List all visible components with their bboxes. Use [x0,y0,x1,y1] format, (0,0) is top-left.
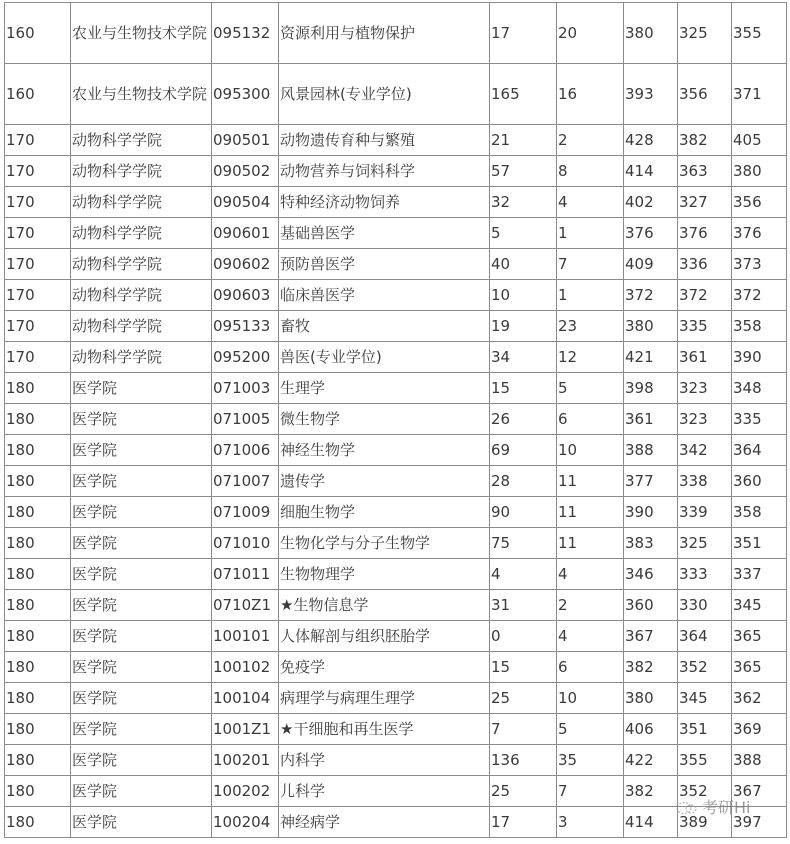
cell-col6: 4 [557,559,624,590]
cell-college: 医学院 [71,435,212,466]
table-row [5,497,787,528]
cell-avg-score: 364 [732,435,787,466]
cell-code-prefix: 170 [5,311,71,342]
cell-max-score: 360 [624,590,678,621]
cell-max-score: 380 [624,683,678,714]
cell-min-score: 345 [678,683,732,714]
cell-avg-score: 405 [732,125,787,156]
cell-col5: 69 [490,435,557,466]
cell-col6: 6 [557,652,624,683]
cell-col5: 28 [490,466,557,497]
cell-col5: 26 [490,404,557,435]
cell-major-name: 生理学 [279,373,490,404]
cell-college: 动物科学学院 [71,249,212,280]
cell-college: 动物科学学院 [71,342,212,373]
cell-major-name: 遗传学 [279,466,490,497]
cell-min-score: 351 [678,714,732,745]
cell-col6: 1 [557,280,624,311]
cell-college: 医学院 [71,497,212,528]
table-row [5,652,787,683]
cell-code-prefix: 170 [5,280,71,311]
cell-major-code: 100201 [212,745,279,776]
cell-college: 医学院 [71,590,212,621]
table-row [5,621,787,652]
table-row [5,590,787,621]
cell-avg-score: 367 [732,776,787,807]
cell-major-name: 动物遗传育种与繁殖 [279,125,490,156]
cell-code-prefix: 180 [5,559,71,590]
table-row [5,745,787,776]
cell-major-name: 资源利用与植物保护 [279,3,490,64]
cell-col6: 1 [557,218,624,249]
cell-major-name: 细胞生物学 [279,497,490,528]
table-row [5,528,787,559]
cell-college: 医学院 [71,714,212,745]
cell-college: 医学院 [71,683,212,714]
cell-code-prefix: 180 [5,590,71,621]
table-row [5,466,787,497]
cell-major-name: 动物营养与饲料科学 [279,156,490,187]
cell-min-score: 352 [678,652,732,683]
cell-max-score: 380 [624,311,678,342]
cell-col5: 7 [490,714,557,745]
cell-major-name: 生物物理学 [279,559,490,590]
cell-avg-score: 355 [732,3,787,64]
watermark-text: 考研Hi [702,798,751,817]
cell-min-score: 389 [678,807,732,838]
cell-avg-score: 365 [732,652,787,683]
cell-avg-score: 358 [732,497,787,528]
cell-min-score: 364 [678,621,732,652]
cell-code-prefix: 180 [5,683,71,714]
cell-college: 动物科学学院 [71,187,212,218]
cell-code-prefix: 180 [5,497,71,528]
cell-code-prefix: 180 [5,776,71,807]
cell-col5: 32 [490,187,557,218]
cell-avg-score: 390 [732,342,787,373]
cell-min-score: 355 [678,745,732,776]
cell-major-name: 特种经济动物饲养 [279,187,490,218]
cell-avg-score: 372 [732,280,787,311]
cell-max-score: 406 [624,714,678,745]
cell-major-name: 内科学 [279,745,490,776]
cell-col5: 75 [490,528,557,559]
cell-col6: 2 [557,125,624,156]
cell-col6: 7 [557,776,624,807]
cell-col6: 20 [557,3,624,64]
cell-max-score: 421 [624,342,678,373]
cell-min-score: 327 [678,187,732,218]
cell-college: 动物科学学院 [71,311,212,342]
cell-col5: 40 [490,249,557,280]
cell-avg-score: 365 [732,621,787,652]
cell-col5: 10 [490,280,557,311]
cell-college: 医学院 [71,466,212,497]
cell-avg-score: 371 [732,64,787,125]
cell-college: 医学院 [71,528,212,559]
table-row [5,776,787,807]
cell-max-score: 372 [624,280,678,311]
cell-col5: 15 [490,652,557,683]
table-row [5,373,787,404]
cell-avg-score: 360 [732,466,787,497]
cell-major-name: 临床兽医学 [279,280,490,311]
cell-max-score: 383 [624,528,678,559]
cell-major-code: 090501 [212,125,279,156]
cell-col6: 5 [557,714,624,745]
cell-major-code: 100202 [212,776,279,807]
table-row [5,64,787,125]
cell-major-name: 基础兽医学 [279,218,490,249]
cell-major-name: 神经生物学 [279,435,490,466]
cell-code-prefix: 180 [5,528,71,559]
table-row [5,714,787,745]
cell-code-prefix: 180 [5,373,71,404]
cell-code-prefix: 180 [5,621,71,652]
cell-col5: 57 [490,156,557,187]
cell-min-score: 338 [678,466,732,497]
cell-col6: 4 [557,187,624,218]
cell-min-score: 342 [678,435,732,466]
table-row [5,683,787,714]
cell-major-code: 100204 [212,807,279,838]
cell-col5: 19 [490,311,557,342]
cell-major-code: 1001Z1 [212,714,279,745]
cell-col6: 10 [557,683,624,714]
cell-col6: 23 [557,311,624,342]
cell-col5: 25 [490,683,557,714]
cell-major-name: 微生物学 [279,404,490,435]
cell-max-score: 398 [624,373,678,404]
cell-major-name: 风景园林(专业学位) [279,64,490,125]
cell-avg-score: 335 [732,404,787,435]
table-row [5,249,787,280]
cell-college: 医学院 [71,745,212,776]
cell-major-code: 071006 [212,435,279,466]
cell-min-score: 330 [678,590,732,621]
cell-max-score: 380 [624,3,678,64]
table-row [5,404,787,435]
cell-max-score: 393 [624,64,678,125]
cell-college: 动物科学学院 [71,218,212,249]
cell-college: 农业与生物技术学院 [71,3,212,64]
cell-col6: 11 [557,466,624,497]
cell-code-prefix: 160 [5,64,71,125]
cell-avg-score: 397 [732,807,787,838]
cell-min-score: 336 [678,249,732,280]
cell-college: 医学院 [71,559,212,590]
cell-max-score: 402 [624,187,678,218]
cell-code-prefix: 170 [5,249,71,280]
cell-col5: 25 [490,776,557,807]
cell-avg-score: 362 [732,683,787,714]
cell-major-code: 090601 [212,218,279,249]
cell-code-prefix: 180 [5,745,71,776]
cell-max-score: 367 [624,621,678,652]
cell-major-code: 071005 [212,404,279,435]
cell-col5: 15 [490,373,557,404]
cell-col6: 2 [557,590,624,621]
cell-code-prefix: 160 [5,3,71,64]
cell-max-score: 414 [624,156,678,187]
cell-avg-score: 356 [732,187,787,218]
table-row [5,218,787,249]
cell-college: 医学院 [71,621,212,652]
cell-avg-score: 380 [732,156,787,187]
cell-min-score: 339 [678,497,732,528]
table-row [5,342,787,373]
cell-avg-score: 388 [732,745,787,776]
cell-major-code: 095300 [212,64,279,125]
cell-major-code: 100101 [212,621,279,652]
cell-major-name: 病理学与病理生理学 [279,683,490,714]
cell-max-score: 390 [624,497,678,528]
cell-major-name: 神经病学 [279,807,490,838]
cell-avg-score: 345 [732,590,787,621]
cell-col6: 11 [557,528,624,559]
cell-code-prefix: 170 [5,342,71,373]
cell-code-prefix: 180 [5,807,71,838]
cell-max-score: 409 [624,249,678,280]
cell-major-name: 预防兽医学 [279,249,490,280]
table-row [5,435,787,466]
cell-college: 医学院 [71,776,212,807]
table-row [5,807,787,838]
cell-major-name: 生物化学与分子生物学 [279,528,490,559]
cell-avg-score: 351 [732,528,787,559]
cell-max-score: 376 [624,218,678,249]
cell-major-code: 100104 [212,683,279,714]
cell-code-prefix: 170 [5,156,71,187]
cell-max-score: 388 [624,435,678,466]
table-row [5,311,787,342]
cell-min-score: 333 [678,559,732,590]
cell-college: 医学院 [71,404,212,435]
cell-major-code: 071010 [212,528,279,559]
cell-major-code: 090603 [212,280,279,311]
cell-min-score: 363 [678,156,732,187]
cell-col5: 21 [490,125,557,156]
cell-col5: 34 [490,342,557,373]
cell-code-prefix: 170 [5,218,71,249]
cell-col5: 31 [490,590,557,621]
cell-major-code: 071003 [212,373,279,404]
cell-code-prefix: 170 [5,187,71,218]
cell-min-score: 325 [678,3,732,64]
cell-code-prefix: 180 [5,435,71,466]
table-row [5,187,787,218]
cell-max-score: 361 [624,404,678,435]
cell-major-code: 095133 [212,311,279,342]
cell-col6: 8 [557,156,624,187]
cell-college: 动物科学学院 [71,156,212,187]
cell-avg-score: 337 [732,559,787,590]
cell-max-score: 377 [624,466,678,497]
cell-max-score: 382 [624,652,678,683]
cell-major-name: ★干细胞和再生医学 [279,714,490,745]
cell-code-prefix: 180 [5,652,71,683]
cell-col6: 4 [557,621,624,652]
cell-col6: 7 [557,249,624,280]
cell-max-score: 414 [624,807,678,838]
cell-col6: 35 [557,745,624,776]
cell-col6: 16 [557,64,624,125]
admission-score-table [4,2,787,838]
cell-min-score: 323 [678,404,732,435]
cell-code-prefix: 180 [5,714,71,745]
cell-major-name: 人体解剖与组织胚胎学 [279,621,490,652]
cell-col5: 90 [490,497,557,528]
table-row [5,125,787,156]
cell-col5: 0 [490,621,557,652]
cell-min-score: 382 [678,125,732,156]
cell-major-name: 免疫学 [279,652,490,683]
cell-major-name: 儿科学 [279,776,490,807]
cell-avg-score: 369 [732,714,787,745]
cell-college: 农业与生物技术学院 [71,64,212,125]
table-body [5,3,787,838]
table-row [5,3,787,64]
cell-col5: 136 [490,745,557,776]
table-row [5,280,787,311]
cell-col6: 12 [557,342,624,373]
cell-major-code: 071007 [212,466,279,497]
cell-max-score: 422 [624,745,678,776]
cell-college: 动物科学学院 [71,125,212,156]
cell-min-score: 325 [678,528,732,559]
cell-avg-score: 358 [732,311,787,342]
cell-min-score: 376 [678,218,732,249]
cell-col6: 3 [557,807,624,838]
cell-major-code: 100102 [212,652,279,683]
cell-college: 医学院 [71,652,212,683]
cell-col5: 17 [490,807,557,838]
cell-major-code: 071009 [212,497,279,528]
cell-avg-score: 376 [732,218,787,249]
cell-college: 动物科学学院 [71,280,212,311]
cell-college: 医学院 [71,807,212,838]
cell-col5: 17 [490,3,557,64]
cell-max-score: 382 [624,776,678,807]
cell-major-code: 095132 [212,3,279,64]
cell-code-prefix: 170 [5,125,71,156]
cell-min-score: 335 [678,311,732,342]
cell-major-code: 095200 [212,342,279,373]
cell-major-code: 090602 [212,249,279,280]
cell-min-score: 356 [678,64,732,125]
cell-min-score: 372 [678,280,732,311]
cell-major-code: 071011 [212,559,279,590]
cell-major-code: 090504 [212,187,279,218]
cell-min-score: 323 [678,373,732,404]
cell-code-prefix: 180 [5,404,71,435]
table-row [5,156,787,187]
cell-min-score: 361 [678,342,732,373]
cell-col6: 11 [557,497,624,528]
cell-major-code: 0710Z1 [212,590,279,621]
cell-col5: 5 [490,218,557,249]
cell-col6: 10 [557,435,624,466]
cell-avg-score: 373 [732,249,787,280]
cell-col6: 6 [557,404,624,435]
cell-college: 医学院 [71,373,212,404]
cell-max-score: 428 [624,125,678,156]
cell-major-name: ★生物信息学 [279,590,490,621]
cell-code-prefix: 180 [5,466,71,497]
cell-max-score: 346 [624,559,678,590]
table-row [5,559,787,590]
cell-col5: 165 [490,64,557,125]
cell-min-score: 352 [678,776,732,807]
cell-col5: 4 [490,559,557,590]
cell-avg-score: 348 [732,373,787,404]
cell-major-name: 兽医(专业学位) [279,342,490,373]
cell-major-name: 畜牧 [279,311,490,342]
cell-major-code: 090502 [212,156,279,187]
cell-col6: 5 [557,373,624,404]
